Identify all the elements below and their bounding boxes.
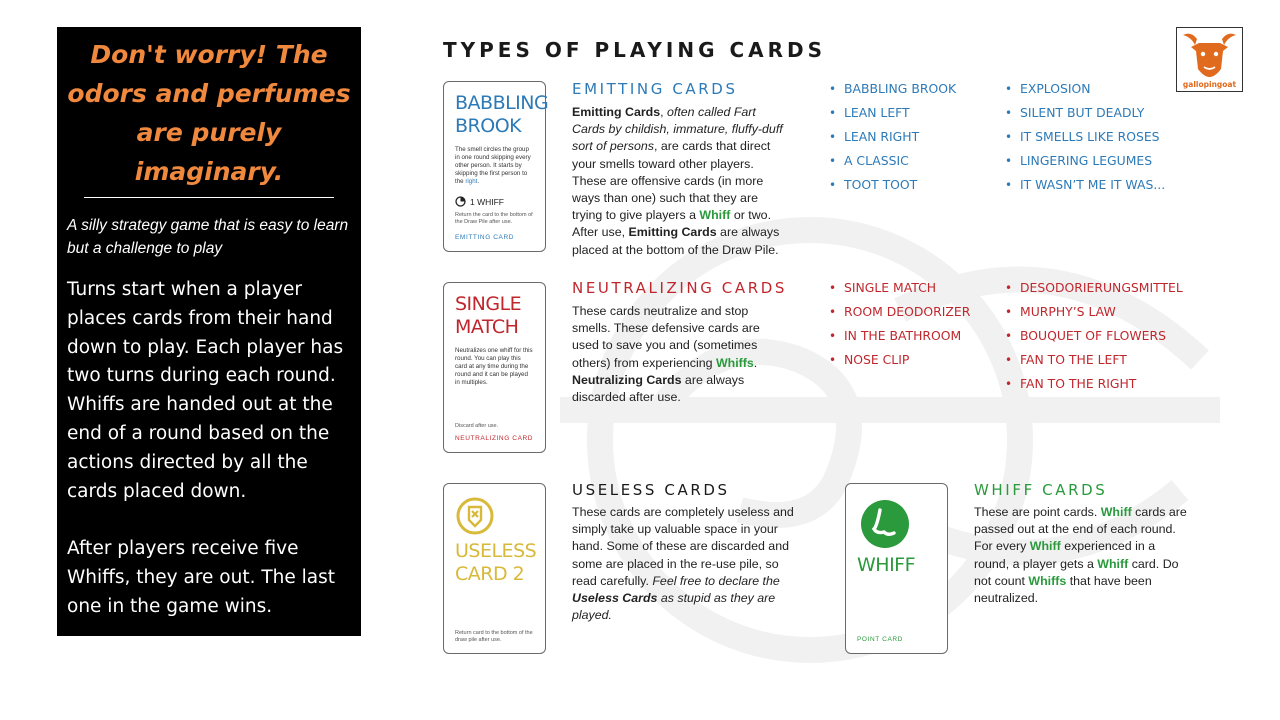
list-item: • IT SMELLS LIKE ROSES [1005, 129, 1160, 144]
card-title-line-2: CARD 2 [455, 563, 525, 585]
neutralizing-card-list-2 [1005, 279, 1183, 399]
emitting-cards-description: Emitting Cards, often called Fart Cards by childish, immature, fluffy-duff sort of persons, are cards that direct your smells toward other players. These are offensive cards (in more ways than one) such that they are trying to give players a Whiff or two. After use, Emitting Cards are always placed at the bottom of the Draw Pile. [572, 105, 783, 257]
list-item: • IN THE BATHROOM [829, 328, 962, 343]
list-item: • NOSE CLIP [829, 352, 910, 367]
list-item: • TOOT TOOT [829, 177, 918, 192]
card-description: Neutralizes one whiff for this round. You can play this card at any time during the round and it can be played in multiples. [455, 347, 533, 386]
list-item: • DESODORIERUNGSMITTEL [1005, 280, 1183, 295]
card-type-label: NEUTRALIZING CARD [455, 435, 534, 442]
rules-paragraph-turns: Turns start when a player places cards from their hand down to play. Each player has two turns during each round. Whiffs are handed out at the end of a round based on the actions directed by all the cards placed down. [67, 279, 344, 502]
list-item: • LEAN LEFT [829, 105, 910, 120]
neutralizing-card-list-1 [829, 279, 970, 375]
card-title-line-1: BABBLING [455, 92, 549, 114]
logo-wordmark: gallopingoat [1182, 80, 1237, 89]
useless-card-emblem-icon [455, 496, 495, 536]
list-item: • A CLASSIC [829, 153, 909, 168]
whiff-count-label: 1 WHIFF [470, 196, 504, 207]
panel-headline: Don't worry! The odors and perfumes are purely imaginary. [67, 40, 351, 186]
list-item: • LINGERING LEGUMES [1005, 153, 1153, 168]
card-title: WHIFF [857, 554, 916, 576]
list-item: • LEAN RIGHT [829, 129, 920, 144]
list-item: • SINGLE MATCH [829, 280, 937, 295]
rules-paragraph-winning: After players receive five Whiffs, they are out. The last one in the game wins. [67, 538, 336, 617]
goat-icon [1177, 29, 1242, 81]
whiff-cards-heading: WHIFF CARDS [974, 481, 1108, 499]
whiff-count [455, 196, 534, 207]
page-title: TYPES OF PLAYING CARDS [443, 38, 827, 62]
whiff-swirl-icon [455, 196, 466, 207]
card-description: The smell circles the group in one round skipping every other person. It starts by skipping the first person to the right. [455, 146, 531, 185]
card-usage-note: Discard after use. [455, 423, 499, 429]
list-item: • SILENT BUT DEADLY [1005, 105, 1145, 120]
card-type-label: POINT CARD [857, 636, 903, 643]
card-title-line-1: USELESS [455, 540, 537, 562]
card-usage-note: Return card to the bottom of the draw pile after use. [455, 630, 533, 643]
neutralizing-card-sample [443, 282, 546, 453]
list-item: • IT WASN’T ME IT WAS... [1005, 177, 1166, 192]
card-title-line-2: BROOK [455, 115, 522, 137]
panel-tagline: A silly strategy game that is easy to learn but a challenge to play [67, 217, 349, 257]
list-item: • MURPHY’S LAW [1005, 304, 1116, 319]
list-item: • EXPLOSION [1005, 81, 1091, 96]
list-item: • FAN TO THE LEFT [1005, 352, 1127, 367]
neutralizing-cards-description: These cards neutralize and stop smells. These defensive cards are used to save you and (sometimes others) from experiencing Whiffs. Neutralizing Cards are always discarded after use. [572, 304, 760, 405]
emitting-card-sample [443, 81, 549, 252]
divider-line [84, 197, 334, 198]
whiff-card-sample [845, 483, 948, 654]
list-item: • BABBLING BROOK [829, 81, 957, 96]
useless-cards-description: These cards are completely useless and simply take up valuable space in your hand. Some of these are discarded and some are placed in the re-use pile, so read carefully. Feel free to declare the Useless Cards as stupid as they are played. [572, 505, 794, 623]
emitting-card-list-2 [1005, 80, 1165, 200]
card-usage-note: Return the card to the bottom of the Draw Pile after use. [455, 212, 533, 225]
list-item: • BOUQUET OF FLOWERS [1005, 328, 1166, 343]
emitting-card-list-1 [829, 80, 956, 200]
nose-icon [857, 496, 913, 552]
neutralizing-cards-heading: NEUTRALIZING CARDS [572, 279, 788, 297]
list-item: • ROOM DEODORIZER [829, 304, 971, 319]
useless-card-sample [443, 483, 546, 654]
card-title-line-2: MATCH [455, 316, 519, 338]
list-item: • FAN TO THE RIGHT [1005, 376, 1137, 391]
card-title-line-1: SINGLE [455, 293, 522, 315]
useless-cards-heading: USELESS CARDS [572, 481, 730, 499]
emitting-cards-heading: EMITTING CARDS [572, 80, 738, 98]
left-info-panel [57, 27, 361, 636]
whiff-cards-description: These are point cards. Whiff cards are passed out at the end of each round. For every Whiff experienced in a round, a player gets a Whiff card. Do not count Whiffs that have been neutralized. [974, 505, 1187, 606]
company-logo [1176, 27, 1243, 92]
card-type-label: EMITTING CARD [455, 234, 515, 241]
